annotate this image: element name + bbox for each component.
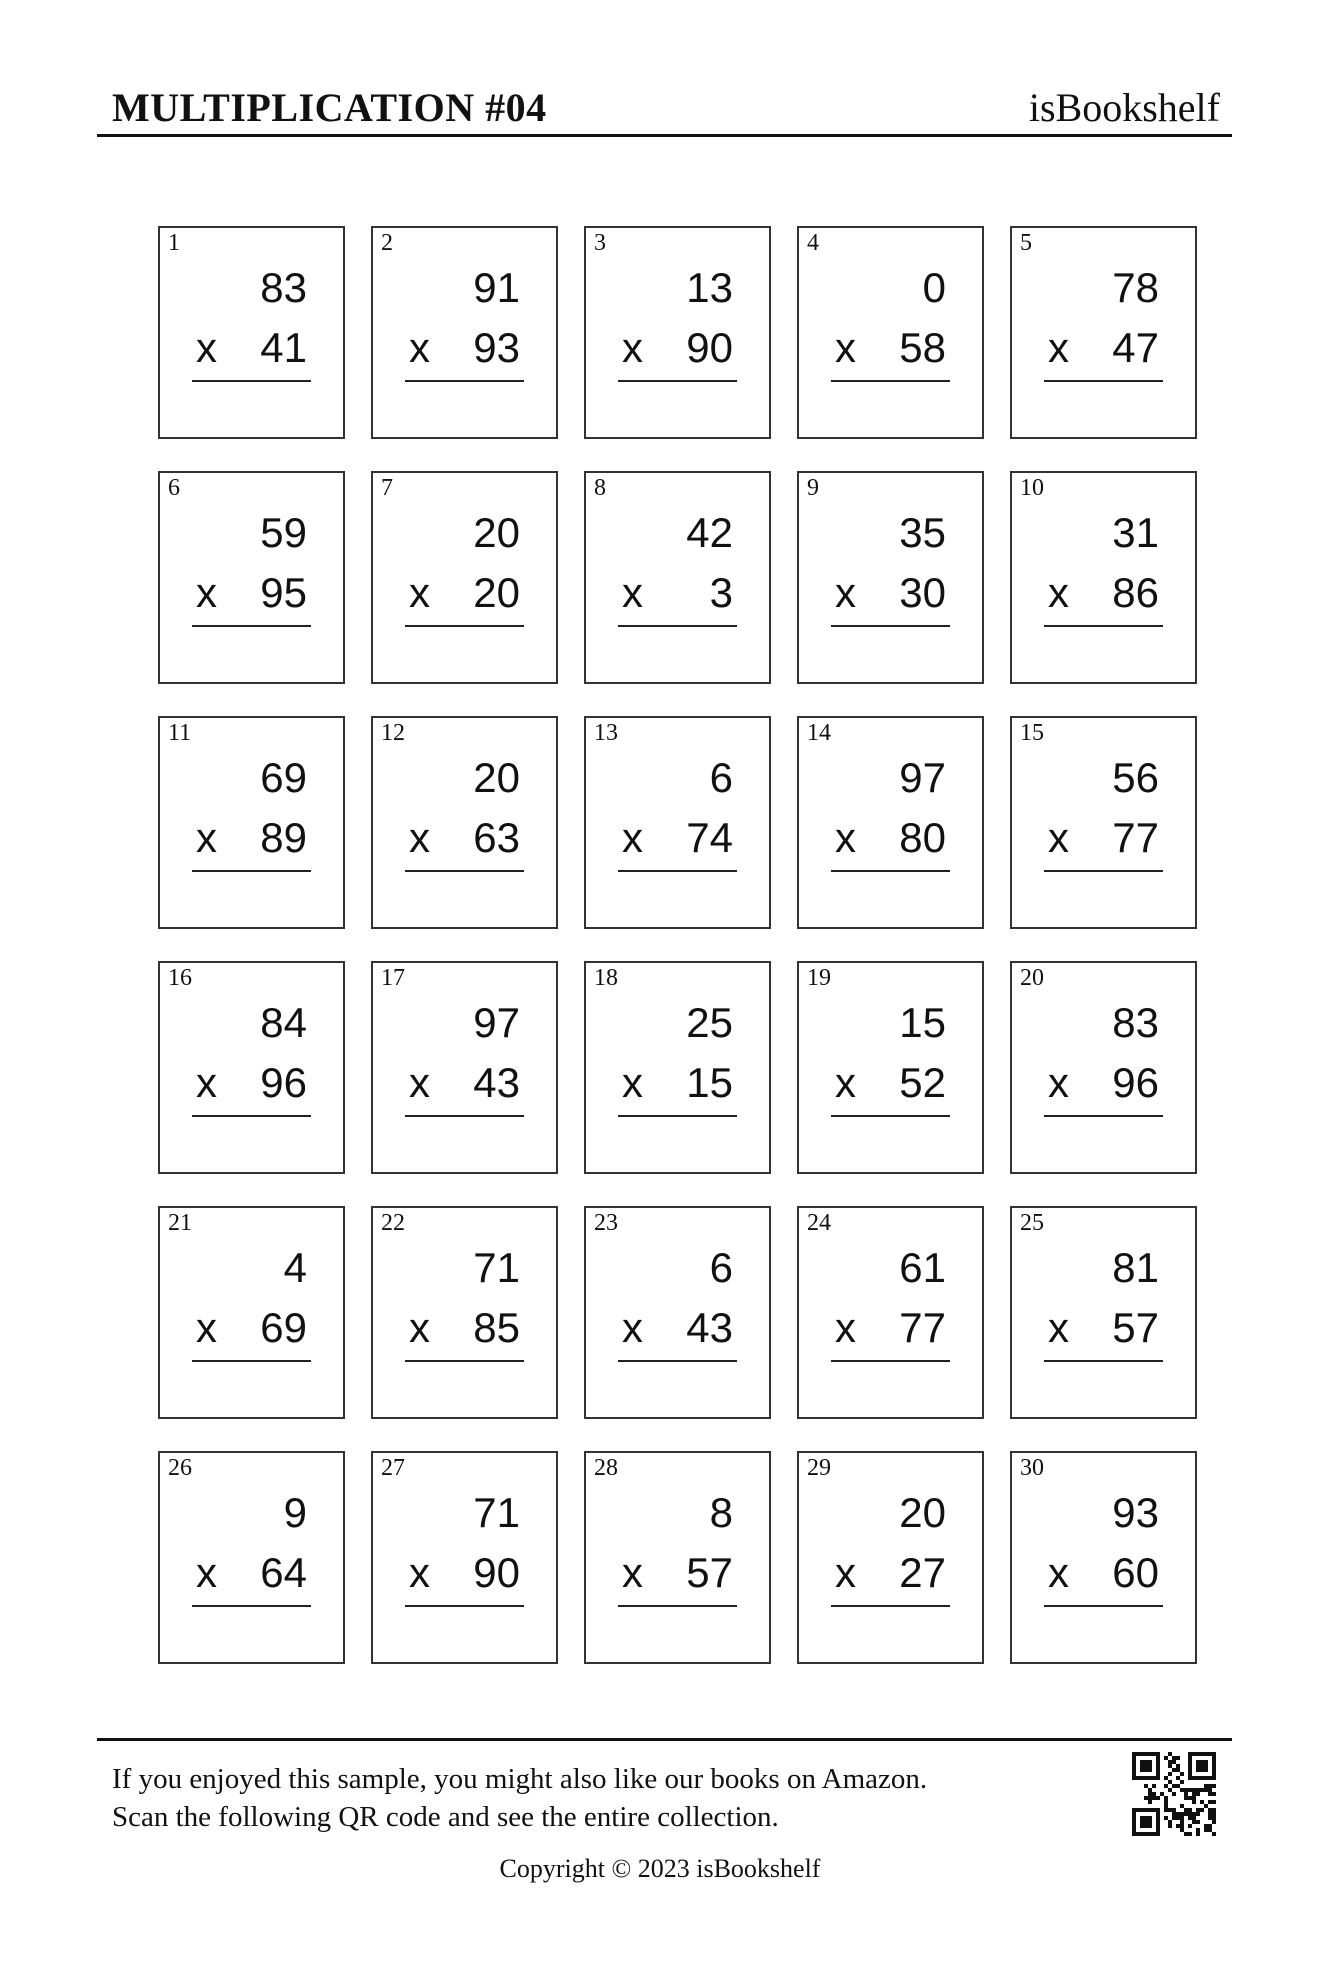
multiplier: 90 <box>473 1549 520 1596</box>
multiplicand: 35 <box>899 509 946 556</box>
multiplier: 96 <box>260 1059 307 1106</box>
answer-line <box>192 380 311 382</box>
answer-line <box>1044 1605 1163 1607</box>
multiplicand: 93 <box>1112 1489 1159 1536</box>
multiplier: 57 <box>686 1549 733 1596</box>
answer-line <box>618 625 737 627</box>
multiply-sign: x <box>1048 324 1069 371</box>
answer-line <box>1044 625 1163 627</box>
multiplicand: 78 <box>1112 264 1159 311</box>
multiplier: 27 <box>899 1549 946 1596</box>
answer-line <box>192 1605 311 1607</box>
answer-line <box>1044 870 1163 872</box>
problem-box <box>371 1206 558 1419</box>
multiplier: 69 <box>260 1304 307 1351</box>
problem-box <box>1010 1451 1197 1664</box>
multiply-sign: x <box>1048 569 1069 616</box>
multiply-sign: x <box>196 1549 217 1596</box>
problem-box <box>797 716 984 929</box>
multiplicand: 15 <box>899 999 946 1046</box>
answer-line <box>405 1360 524 1362</box>
qr-code-icon[interactable] <box>1132 1752 1220 1840</box>
problem-number: 12 <box>381 720 405 746</box>
multiply-sign: x <box>835 1549 856 1596</box>
multiplicand: 84 <box>260 999 307 1046</box>
footer-divider <box>97 1738 1232 1741</box>
problem-number: 30 <box>1020 1455 1044 1481</box>
multiply-sign: x <box>622 1304 643 1351</box>
problem-number: 6 <box>168 475 180 501</box>
answer-line <box>405 870 524 872</box>
problem-number: 20 <box>1020 965 1044 991</box>
answer-line <box>405 1605 524 1607</box>
problem-box <box>158 1206 345 1419</box>
worksheet-title: MULTIPLICATION #04 <box>112 85 547 130</box>
page-header <box>97 84 1232 137</box>
multiplicand: 81 <box>1112 1244 1159 1291</box>
problem-number: 29 <box>807 1455 831 1481</box>
answer-line <box>831 380 950 382</box>
problem-number: 19 <box>807 965 831 991</box>
multiply-sign: x <box>1048 1059 1069 1106</box>
problem-number: 26 <box>168 1455 192 1481</box>
multiply-sign: x <box>196 569 217 616</box>
problem-number: 25 <box>1020 1210 1044 1236</box>
multiply-sign: x <box>622 569 643 616</box>
answer-line <box>831 1360 950 1362</box>
multiply-sign: x <box>1048 1304 1069 1351</box>
problem-box <box>158 716 345 929</box>
multiplicand: 31 <box>1112 509 1159 556</box>
problem-number: 21 <box>168 1210 192 1236</box>
multiplier: 20 <box>473 569 520 616</box>
multiply-sign: x <box>196 814 217 861</box>
problem-number: 11 <box>168 720 192 746</box>
multiplicand: 61 <box>899 1244 946 1291</box>
multiply-sign: x <box>409 1059 430 1106</box>
multiplier: 89 <box>260 814 307 861</box>
problem-box <box>158 961 345 1174</box>
multiplier: 63 <box>473 814 520 861</box>
problem-number: 24 <box>807 1210 831 1236</box>
problem-box <box>584 226 771 439</box>
answer-line <box>192 1115 311 1117</box>
multiplicand: 71 <box>473 1244 520 1291</box>
problem-number: 27 <box>381 1455 405 1481</box>
problem-box <box>584 1451 771 1664</box>
multiplicand: 6 <box>709 754 733 801</box>
multiplicand: 83 <box>260 264 307 311</box>
problem-number: 13 <box>594 720 618 746</box>
multiplier: 30 <box>899 569 946 616</box>
problem-number: 8 <box>594 475 606 501</box>
problem-number: 28 <box>594 1455 618 1481</box>
problem-box <box>371 471 558 684</box>
multiplier: 15 <box>686 1059 733 1106</box>
answer-line <box>618 870 737 872</box>
multiplicand: 59 <box>260 509 307 556</box>
multiply-sign: x <box>622 814 643 861</box>
multiply-sign: x <box>835 324 856 371</box>
multiplicand: 42 <box>686 509 733 556</box>
problem-number: 5 <box>1020 230 1032 256</box>
multiplier: 57 <box>1112 1304 1159 1351</box>
multiplier: 3 <box>709 569 733 616</box>
footer-message <box>112 1760 927 1836</box>
problem-box <box>797 471 984 684</box>
multiplier: 90 <box>686 324 733 371</box>
multiplicand: 91 <box>473 264 520 311</box>
multiplicand: 9 <box>283 1489 307 1536</box>
answer-line <box>618 1115 737 1117</box>
problem-box <box>158 226 345 439</box>
multiply-sign: x <box>409 569 430 616</box>
multiply-sign: x <box>835 569 856 616</box>
problem-number: 4 <box>807 230 819 256</box>
problem-number: 3 <box>594 230 606 256</box>
multiply-sign: x <box>1048 814 1069 861</box>
multiply-sign: x <box>409 1304 430 1351</box>
multiplier: 43 <box>473 1059 520 1106</box>
problem-box <box>371 961 558 1174</box>
problem-number: 2 <box>381 230 393 256</box>
multiplier: 47 <box>1112 324 1159 371</box>
multiplicand: 8 <box>709 1489 733 1536</box>
multiply-sign: x <box>409 814 430 861</box>
problem-box <box>371 226 558 439</box>
multiply-sign: x <box>196 1059 217 1106</box>
problem-grid <box>158 226 1197 1664</box>
multiplier: 74 <box>686 814 733 861</box>
problem-box <box>371 1451 558 1664</box>
problem-number: 18 <box>594 965 618 991</box>
answer-line <box>618 1605 737 1607</box>
problem-number: 15 <box>1020 720 1044 746</box>
multiplier: 64 <box>260 1549 307 1596</box>
problem-box <box>797 226 984 439</box>
multiplier: 52 <box>899 1059 946 1106</box>
problem-box <box>584 961 771 1174</box>
multiplicand: 20 <box>473 754 520 801</box>
multiplicand: 0 <box>922 264 946 311</box>
answer-line <box>405 1115 524 1117</box>
problem-number: 16 <box>168 965 192 991</box>
answer-line <box>1044 1360 1163 1362</box>
problem-number: 22 <box>381 1210 405 1236</box>
multiply-sign: x <box>835 814 856 861</box>
multiplier: 77 <box>1112 814 1159 861</box>
multiplicand: 69 <box>260 754 307 801</box>
answer-line <box>618 380 737 382</box>
multiplier: 77 <box>899 1304 946 1351</box>
answer-line <box>1044 1115 1163 1117</box>
problem-number: 7 <box>381 475 393 501</box>
multiplicand: 6 <box>709 1244 733 1291</box>
multiply-sign: x <box>409 324 430 371</box>
footer-line-2: Scan the following QR code and see the entire collection. <box>112 1801 779 1833</box>
multiplier: 93 <box>473 324 520 371</box>
multiplicand: 20 <box>899 1489 946 1536</box>
footer-line-1: If you enjoyed this sample, you might also like our books on Amazon. <box>112 1763 928 1795</box>
answer-line <box>831 1605 950 1607</box>
answer-line <box>618 1360 737 1362</box>
answer-line <box>405 380 524 382</box>
problem-box <box>371 716 558 929</box>
problem-box <box>797 1451 984 1664</box>
multiplicand: 97 <box>473 999 520 1046</box>
multiplicand: 13 <box>686 264 733 311</box>
multiplier: 85 <box>473 1304 520 1351</box>
multiplier: 43 <box>686 1304 733 1351</box>
answer-line <box>192 1360 311 1362</box>
answer-line <box>831 1115 950 1117</box>
problem-box <box>158 1451 345 1664</box>
multiplier: 95 <box>260 569 307 616</box>
problem-number: 23 <box>594 1210 618 1236</box>
multiplicand: 83 <box>1112 999 1159 1046</box>
problem-number: 14 <box>807 720 831 746</box>
multiply-sign: x <box>409 1549 430 1596</box>
problem-number: 1 <box>168 230 180 256</box>
multiply-sign: x <box>196 324 217 371</box>
multiplicand: 25 <box>686 999 733 1046</box>
multiplier: 86 <box>1112 569 1159 616</box>
multiply-sign: x <box>1048 1549 1069 1596</box>
multiplicand: 56 <box>1112 754 1159 801</box>
multiplicand: 4 <box>283 1244 307 1291</box>
multiplicand: 97 <box>899 754 946 801</box>
copyright-text: Copyright © 2023 isBookshelf <box>499 1854 821 1883</box>
multiply-sign: x <box>622 1059 643 1106</box>
problem-number: 17 <box>381 965 405 991</box>
problem-box <box>1010 1206 1197 1419</box>
brand-name: isBookshelf <box>1028 85 1220 130</box>
answer-line <box>831 870 950 872</box>
multiplier: 58 <box>899 324 946 371</box>
multiplier: 41 <box>260 324 307 371</box>
problem-box <box>797 961 984 1174</box>
problem-box <box>1010 226 1197 439</box>
problem-number: 9 <box>807 475 819 501</box>
answer-line <box>192 870 311 872</box>
problem-number: 10 <box>1020 475 1044 501</box>
multiply-sign: x <box>622 324 643 371</box>
problem-box <box>584 716 771 929</box>
problem-box <box>797 1206 984 1419</box>
multiplicand: 20 <box>473 509 520 556</box>
problem-box <box>584 1206 771 1419</box>
problem-box <box>1010 471 1197 684</box>
multiply-sign: x <box>835 1304 856 1351</box>
multiply-sign: x <box>196 1304 217 1351</box>
answer-line <box>831 625 950 627</box>
answer-line <box>1044 380 1163 382</box>
answer-line <box>192 625 311 627</box>
multiplicand: 71 <box>473 1489 520 1536</box>
multiply-sign: x <box>622 1549 643 1596</box>
multiply-sign: x <box>835 1059 856 1106</box>
multiplier: 60 <box>1112 1549 1159 1596</box>
multiplier: 80 <box>899 814 946 861</box>
problem-box <box>158 471 345 684</box>
multiplier: 96 <box>1112 1059 1159 1106</box>
problem-box <box>1010 716 1197 929</box>
answer-line <box>405 625 524 627</box>
problem-box <box>1010 961 1197 1174</box>
problem-box <box>584 471 771 684</box>
